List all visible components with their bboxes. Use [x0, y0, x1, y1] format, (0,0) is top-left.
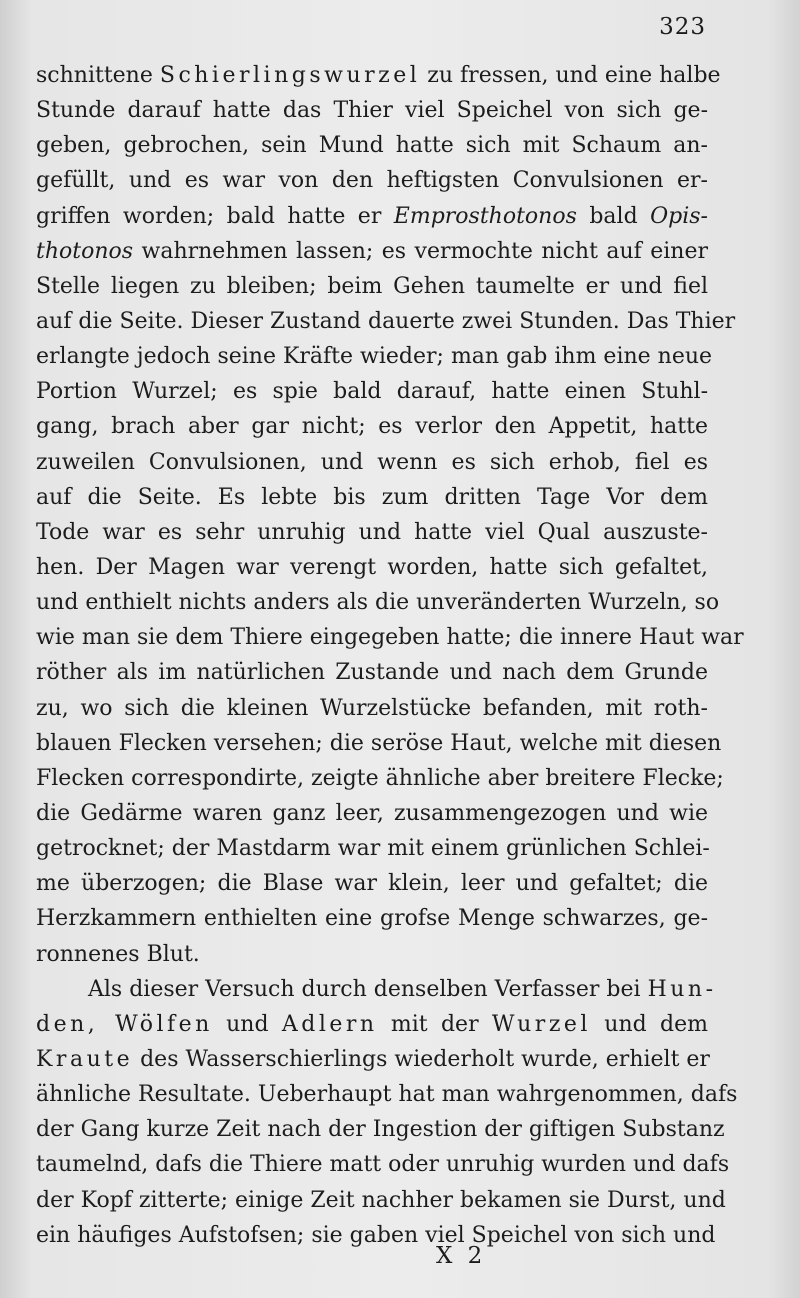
text-line — [36, 1112, 725, 1147]
text-run: wie man sie dem Thiere eingegeben hatte; die innere Haut war — [36, 625, 744, 651]
text-run: schnittene — [36, 63, 160, 88]
text-run: geben, gebrochen, sein Mund hatte sich mit Schaum an- — [36, 133, 708, 159]
text-line — [36, 1007, 708, 1042]
text-run: die Gedärme waren ganz leer, zusammengezogen und wie — [36, 800, 708, 826]
text-line — [36, 866, 708, 901]
text-line — [36, 93, 708, 128]
italic-term: Opis- — [650, 203, 708, 229]
text-run: ronnenes Blut. — [36, 941, 200, 967]
text-run: Tode war es sehr unruhig und hatte viel Qual auszuste- — [36, 519, 708, 545]
text-line — [36, 655, 708, 690]
text-line — [36, 58, 721, 93]
text-run: und enthielt nichts anders als die unveränderten Wurzeln, so — [36, 590, 720, 616]
text-run: gang, brach aber gar nicht; es verlor den Appetit, hatte — [36, 414, 708, 440]
text-run: röther als im natürlichen Zustande und nach dem Grunde — [36, 660, 708, 686]
text-run: taumelnd, dafs die Thiere matt oder unruhig wurden und dafs — [36, 1152, 730, 1178]
text-run: der Gang kurze Zeit nach der Ingestion der giftigen Substanz — [36, 1117, 725, 1143]
text-line — [36, 269, 708, 304]
text-line — [36, 726, 722, 761]
text-run: Stelle liegen zu bleiben; beim Gehen taumelte er und fiel — [36, 273, 708, 299]
spaced-term: Kraute — [36, 1046, 134, 1072]
text-line — [36, 339, 713, 374]
text-run: Herzkammern enthielten eine grofse Menge schwarzes, ge- — [36, 906, 708, 932]
text-line — [36, 445, 708, 480]
text-line — [36, 1042, 708, 1077]
text-run: griffen worden; bald hatte er — [36, 203, 394, 229]
text-line — [36, 199, 708, 234]
text-run: Portion Wurzel; es spie bald darauf, hatte einen Stuhl- — [36, 379, 708, 405]
text-line — [36, 831, 708, 866]
text-run: hen. Der Magen war verengt worden, hatte sich gefaltet, — [36, 554, 708, 580]
text-line — [36, 234, 708, 269]
text-line — [36, 901, 708, 936]
text-line — [36, 480, 708, 515]
text-run: auf die Seite. Dieser Zustand dauerte zwei Stunden. Das Thier — [36, 308, 736, 334]
spaced-term: Schierlingswurzel — [159, 63, 421, 88]
text-run: zu, wo sich die kleinen Wurzelstücke befanden, mit roth- — [36, 695, 708, 721]
text-line — [36, 691, 708, 726]
text-run: wahrnehmen lassen; es vermochte nicht auf einer — [133, 238, 708, 264]
italic-term: Emprosthotonos — [393, 203, 577, 229]
text-line — [36, 1218, 716, 1253]
text-line — [36, 409, 708, 444]
page-number: 323 — [659, 14, 706, 40]
text-line — [36, 304, 736, 339]
text-line — [36, 550, 708, 585]
text-line — [36, 761, 724, 796]
spaced-term: den, Wölfen — [36, 1011, 213, 1037]
text-run: ein häufiges Aufstofsen; sie gaben viel Speichel von sich und — [36, 1222, 716, 1248]
spaced-term: Wurzel — [491, 1011, 591, 1037]
text-run: zu fressen, und eine halbe — [420, 63, 721, 88]
text-run: bald — [576, 203, 651, 229]
text-run: Als dieser Versuch durch denselben Verfasser bei — [88, 976, 648, 1002]
text-run: getrocknet; der Mastdarm war mit einem grünlichen Schlei- — [36, 836, 710, 862]
spaced-term: Adlern — [281, 1011, 378, 1037]
signature-mark: X 2 — [436, 1243, 487, 1269]
text-run: auf die Seite. Es lebte bis zum dritten Tage Vor dem — [36, 484, 708, 510]
text-run: zuweilen Convulsionen, und wenn es sich erhob, fiel es — [36, 449, 708, 475]
italic-term: thotonos — [36, 238, 134, 264]
text-line — [36, 1183, 726, 1218]
text-run: ähnliche Resultate. Ueberhaupt hat man wahrgenommen, dafs — [36, 1082, 738, 1108]
text-run: gefüllt, und es war von den heftigsten Convulsionen er- — [36, 168, 708, 194]
text-run: mit der — [377, 1011, 492, 1037]
text-run: und dem — [590, 1011, 708, 1037]
text-line — [36, 1147, 730, 1182]
text-line — [36, 163, 708, 198]
text-line — [36, 796, 708, 831]
text-run: Flecken correspondirte, zeigte ähnliche aber breitere Flecke; — [36, 765, 724, 791]
text-line — [36, 972, 717, 1007]
text-run: blauen Flecken versehen; die seröse Haut, welche mit diesen — [36, 730, 722, 756]
body-text — [36, 58, 744, 1253]
text-line — [36, 585, 720, 620]
text-line — [36, 374, 708, 409]
text-run: Stunde darauf hatte das Thier viel Speichel von sich ge- — [36, 98, 708, 124]
text-line — [36, 128, 708, 163]
text-line — [36, 1077, 738, 1112]
text-run: me überzogen; die Blase war klein, leer und gefaltet; die — [36, 871, 708, 897]
text-line — [36, 937, 708, 972]
text-run: des Wasserschierlings wiederholt wurde, erhielt er — [133, 1046, 710, 1072]
text-run: und — [212, 1011, 282, 1037]
text-line — [36, 515, 708, 550]
text-line — [36, 620, 744, 655]
text-run: der Kopf zitterte; einige Zeit nachher bekamen sie Durst, und — [36, 1187, 726, 1213]
spaced-term: Hun- — [647, 976, 717, 1002]
text-run: erlangte jedoch seine Kräfte wieder; man gab ihm eine neue — [36, 344, 713, 370]
